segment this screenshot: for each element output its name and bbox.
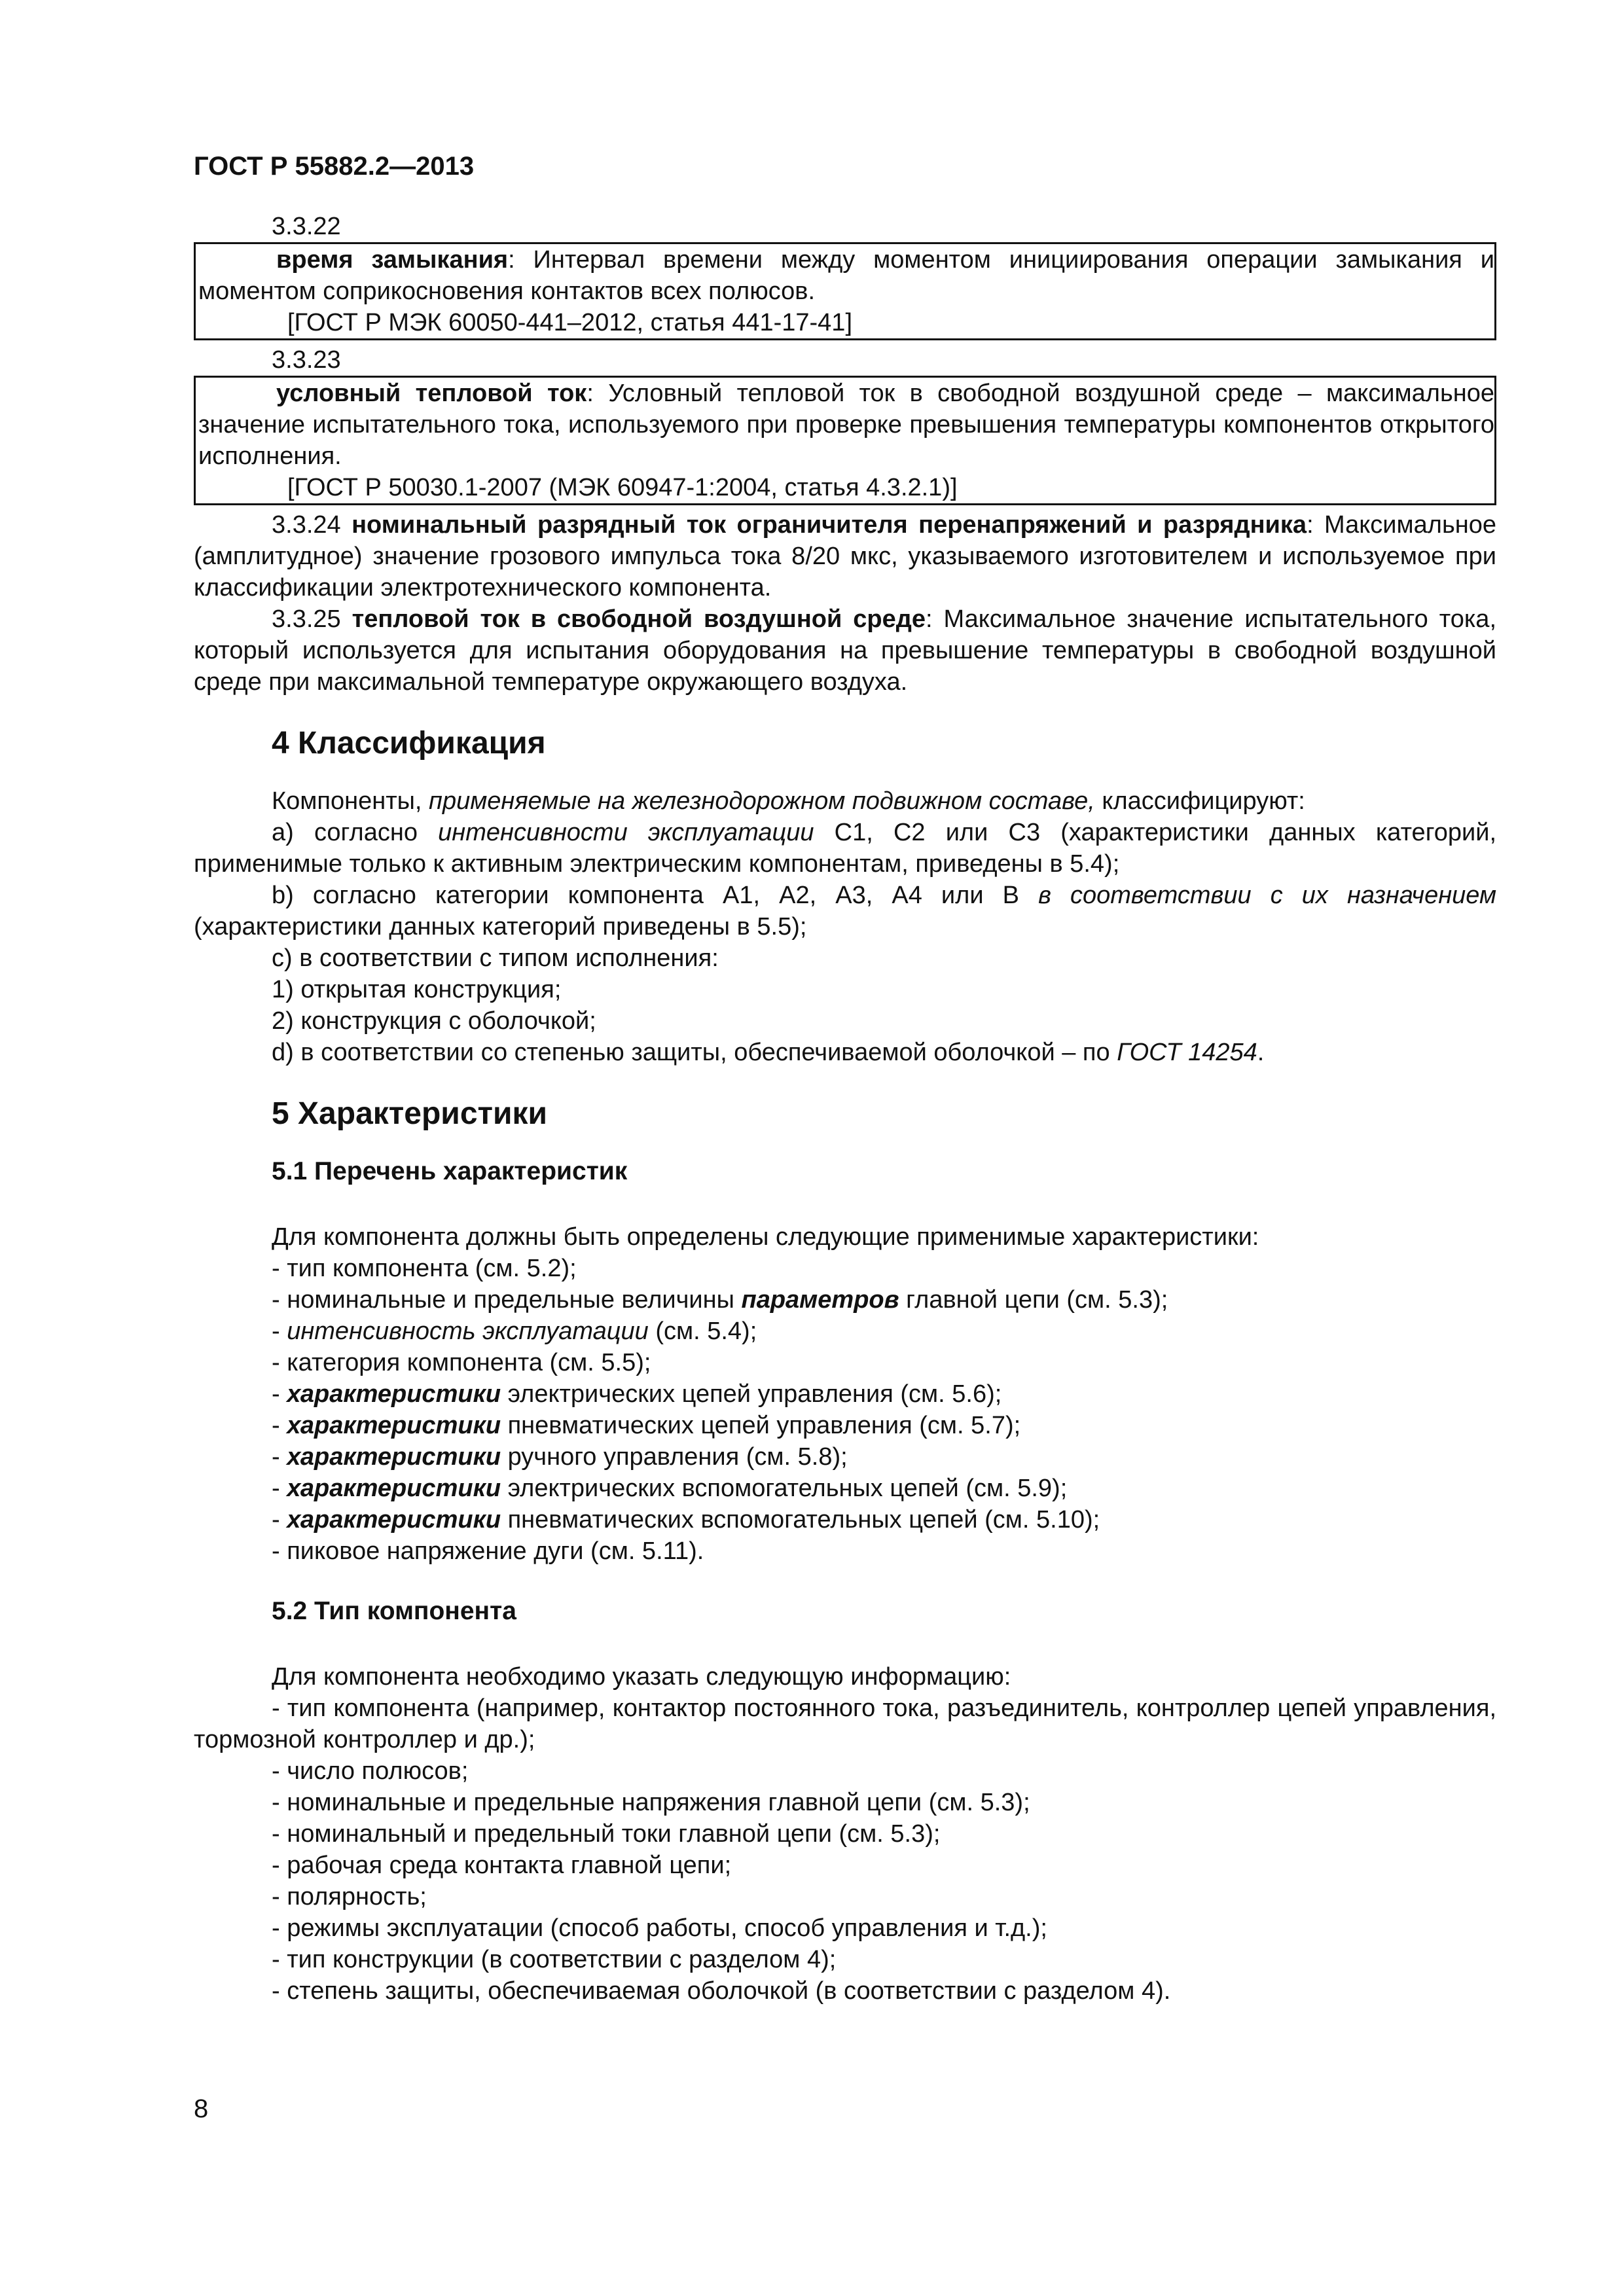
- list-item: - номинальные и предельные величины параметров главной цепи (см. 5.3);: [272, 1286, 1168, 1314]
- paragraph: Для компонента необходимо указать следующую информацию:: [272, 1663, 1011, 1691]
- list-item: - характеристики электрических вспомогательных цепей (см. 5.9);: [272, 1475, 1068, 1502]
- list-item: 1) открытая конструкция;: [272, 976, 562, 1003]
- list-item: - режимы эксплуатации (способ работы, способ управления и т.д.);: [272, 1914, 1047, 1942]
- paragraph: Компоненты, применяемые на железнодорожном подвижном составе, классифицируют:: [272, 787, 1305, 815]
- term-name: номинальный разрядный ток ограничителя перенапряжений и разрядника: [352, 511, 1307, 539]
- list-item: - характеристики пневматических цепей управления (см. 5.7);: [272, 1412, 1021, 1439]
- paragraph: Для компонента должны быть определены следующие применимые характеристики:: [272, 1223, 1259, 1251]
- term-definition: условный тепловой ток: Условный тепловой ток в свободной воздушной среде – максимальное значение испытательного тока, используемого при проверке превышения температуры компонентов открытого исполнения.: [198, 380, 1495, 470]
- term-name: время замыкания: [276, 246, 509, 274]
- list-item: - характеристики ручного управления (см. 5.8);: [272, 1443, 848, 1471]
- term-number: 3.3.23: [272, 346, 341, 374]
- term-definition: 3.3.24 номинальный разрядный ток ограничителя перенапряжений и разрядника: Максимальное (амплитудное) значение грозового импульса тока 8/20 мкс, указываемого изготовителем и используемое при классификации электротехнического компонента.: [194, 511, 1496, 601]
- list-item: - номинальные и предельные напряжения главной цепи (см. 5.3);: [272, 1789, 1030, 1816]
- list-item: - характеристики электрических цепей управления (см. 5.6);: [272, 1380, 1002, 1408]
- subsection-heading: 5.2 Тип компонента: [272, 1597, 516, 1625]
- term-source: [ГОСТ Р 50030.1-2007 (МЭК 60947-1:2004, статья 4.3.2.1)]: [287, 474, 958, 501]
- list-item: - пиковое напряжение дуги (см. 5.11).: [272, 1537, 704, 1565]
- list-item: - степень защиты, обеспечиваемая оболочкой (в соответствии с разделом 4).: [272, 1977, 1171, 2005]
- list-item: - рабочая среда контакта главной цепи;: [272, 1852, 732, 1879]
- list-item: b) согласно категории компонента А1, А2, А3, А4 или В в соответствии с их назначением (характеристики данных категорий приведены в 5.5);: [194, 882, 1497, 941]
- list-item: - характеристики пневматических вспомогательных цепей (см. 5.10);: [272, 1506, 1100, 1534]
- list-item: - категория компонента (см. 5.5);: [272, 1349, 651, 1376]
- list-item: - тип конструкции (в соответствии с разделом 4);: [272, 1946, 837, 1973]
- term-name: тепловой ток в свободной воздушной среде: [352, 605, 926, 633]
- list-item: 2) конструкция с оболочкой;: [272, 1007, 596, 1035]
- list-item: - полярность;: [272, 1883, 427, 1910]
- subsection-heading: 5.1 Перечень характеристик: [272, 1157, 628, 1185]
- term-definition: время замыкания: Интервал времени между моментом инициирования операции замыкания и моментом соприкосновения контактов всех полюсов.: [198, 246, 1494, 305]
- list-item: - число полюсов;: [272, 1757, 469, 1785]
- term-definition: 3.3.25 тепловой ток в свободной воздушной среде: Максимальное значение испытательного тока, который используется для испытания оборудования на превышение температуры в свободной воздушной среде при максимальной температуре окружающего воздуха.: [194, 605, 1496, 696]
- list-item: - номинальный и предельный токи главной цепи (см. 5.3);: [272, 1820, 941, 1848]
- term-source: [ГОСТ Р МЭК 60050-441–2012, статья 441-17-41]: [287, 309, 852, 336]
- section-heading: 5 Характеристики: [272, 1096, 548, 1131]
- page-number: 8: [194, 2094, 209, 2123]
- list-item: c) в соответствии с типом исполнения:: [272, 944, 719, 972]
- term-box: [194, 376, 1496, 505]
- term-name: условный тепловой ток: [276, 380, 587, 407]
- term-box: [194, 242, 1496, 340]
- list-item: - тип компонента (см. 5.2);: [272, 1255, 577, 1282]
- list-item: а) согласно интенсивности эксплуатации С1, С2 или С3 (характеристики данных категорий, применимые только к активным электрическим компонентам, приведены в 5.4);: [194, 819, 1496, 878]
- document-header: ГОСТ Р 55882.2—2013: [194, 152, 475, 181]
- term-number: 3.3.22: [272, 213, 341, 240]
- section-heading: 4 Классификация: [272, 726, 546, 761]
- list-item: - тип компонента (например, контактор постоянного тока, разъединитель, контроллер цепей управления, тормозной контроллер и др.);: [194, 1695, 1496, 1753]
- document-page: [194, 151, 1496, 2007]
- list-item: - интенсивность эксплуатации (см. 5.4);: [272, 1318, 757, 1345]
- list-item: d) в соответствии со степенью защиты, обеспечиваемой оболочкой – по ГОСТ 14254.: [272, 1039, 1265, 1066]
